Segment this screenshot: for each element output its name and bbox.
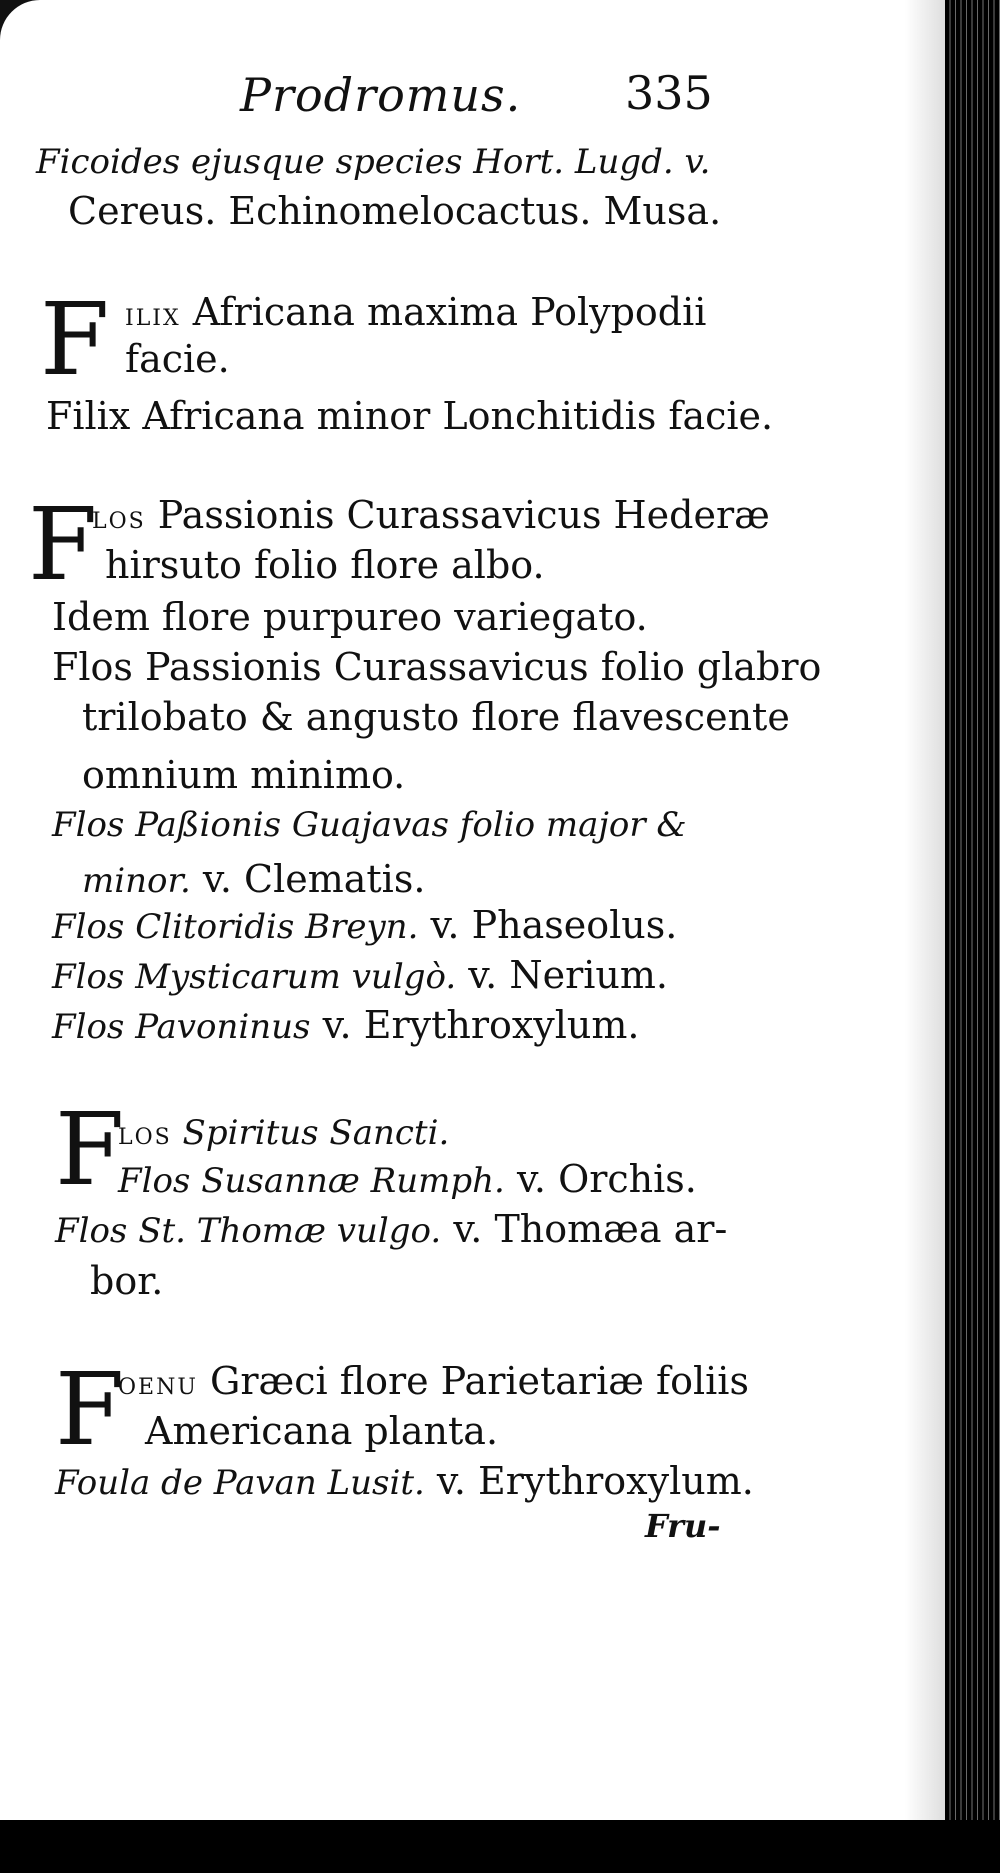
drop-cap: F [55,1091,125,1208]
text-line: hirsuto folio flore albo. [105,543,545,587]
entry-heading: los Passionis Curassavicus Hederæ [92,493,770,537]
entry-heading: los Spiritus Sancti. [118,1113,450,1153]
drop-cap: F [40,281,110,398]
text-line: minor. v. Clematis. [82,857,426,901]
text-line: Flos Pavoninus v. Erythroxylum. [52,1003,640,1047]
scan-border [0,1820,1000,1873]
catchword: Fru- [645,1507,721,1545]
text-line: Americana planta. [145,1409,499,1453]
text-line: Flos Clitoridis Breyn. v. Phaseolus. [52,903,678,947]
page-number: 335 [625,66,713,120]
text-line: facie. [125,337,230,381]
text-line: Flos St. Thomæ vulgo. v. Thomæa ar- [55,1207,728,1251]
book-fore-edge [945,0,1000,1873]
drop-cap: F [28,486,98,603]
text-line: Flos Passionis Curassavicus folio glabro [52,645,822,689]
text-line: Flos Mysticarum vulgò. v. Nerium. [52,953,668,997]
text-line: Cereus. Echinomelocactus. Musa. [68,189,722,233]
entry-heading: oenu Græci flore Parietariæ foliis [118,1359,749,1403]
text-line: bor. [90,1259,164,1303]
text-line: Flos Paßionis Guajavas folio major & [52,805,687,845]
text-line: omnium minimo. [82,753,406,797]
text-line: Ficoides ejusque species Hort. Lugd. v. [36,142,711,182]
text-line: Idem flore purpureo variegato. [52,595,648,639]
drop-cap: F [55,1351,125,1468]
running-head: Prodromus. [240,68,522,122]
entry-heading: ilix Africana maxima Polypodii [125,290,707,334]
page-gutter-shadow [905,0,945,1820]
text-line: trilobato & angusto flore flavescente [82,695,790,739]
text-line: Filix Africana minor Lonchitidis facie. [46,394,774,438]
text-line: Flos Susannæ Rumph. v. Orchis. [118,1157,697,1201]
text-line: Foula de Pavan Lusit. v. Erythroxylum. [55,1459,754,1503]
